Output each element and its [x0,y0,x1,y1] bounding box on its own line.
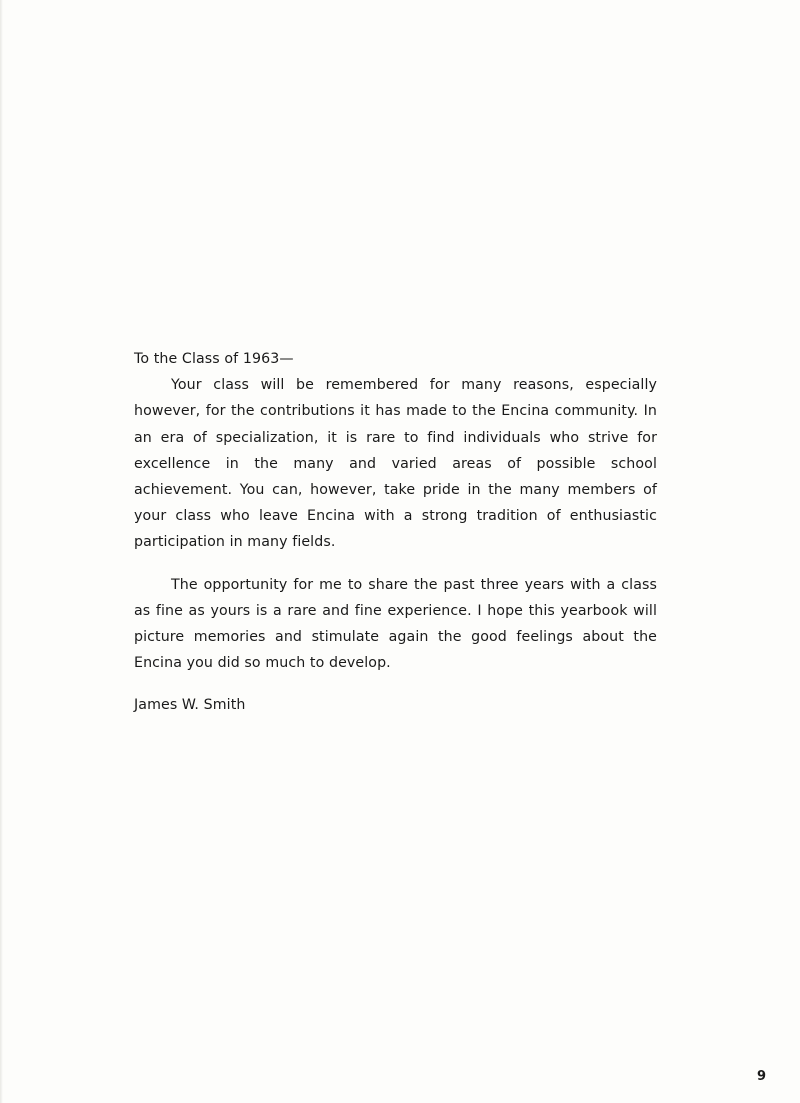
letter-signature: James W. Smith [134,697,246,714]
letter-salutation: To the Class of 1963— [134,351,294,367]
principal-letter [134,346,657,719]
page-number: 9 [757,1069,767,1084]
letter-paragraph-1: Your class will be remembered for many reasons, especially however, for the contributions it has made to the Encina community. In an era of specialization, it is rare to find individuals who strive for excellence in the many and varied areas of possible school achievement. You can, however, take pride in the many members of your class who leave Encina with a strong tradition of enthusiastic participation in many fields. [134,377,657,551]
letter-paragraph-2: The opportunity for me to share the past three years with a class as fine as yours is a rare and fine experience. I hope this yearbook will picture memories and stimulate again the good feelings about the Encina you did so much to develop. [134,576,657,672]
page-edge [0,0,3,1103]
